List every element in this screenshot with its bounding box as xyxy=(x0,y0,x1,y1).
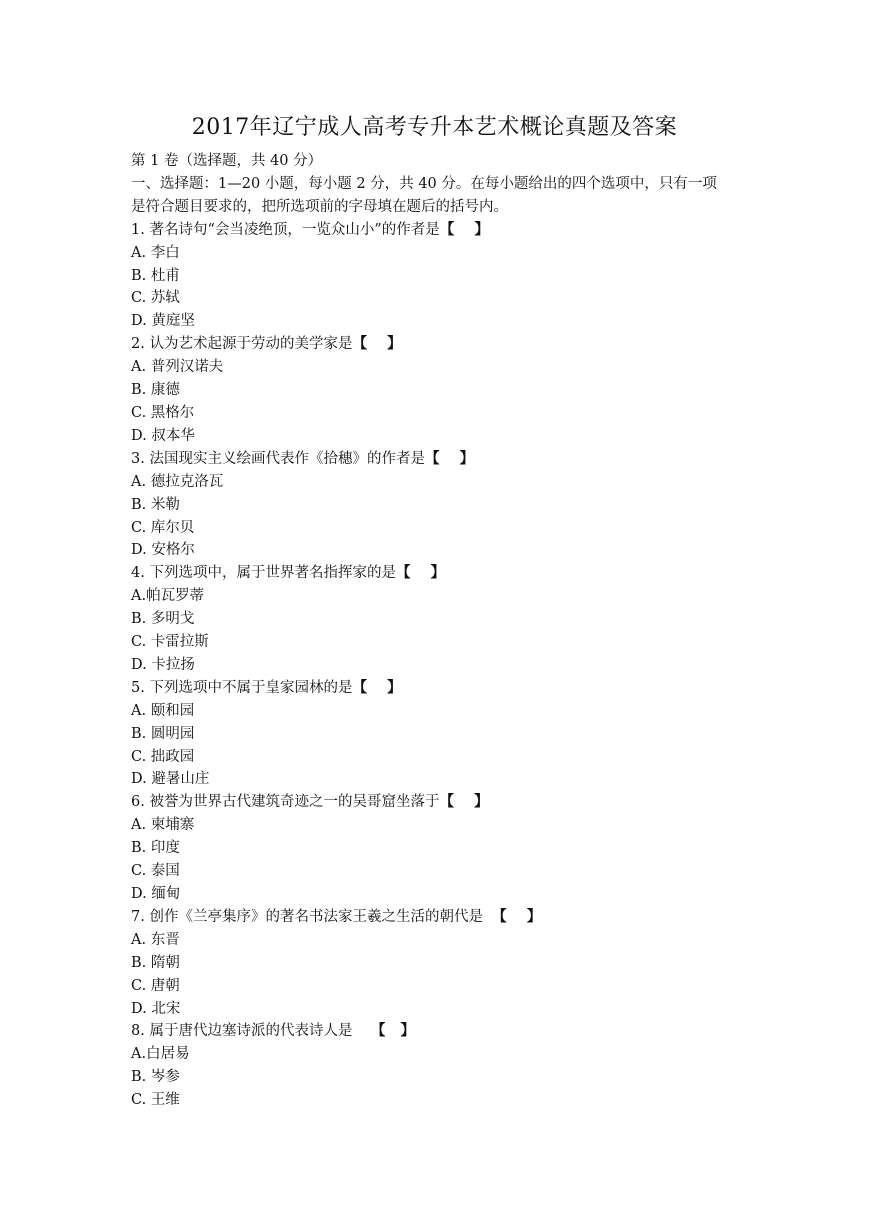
question-stem-line xyxy=(131,1020,751,1043)
option-a: A. 东晋 xyxy=(131,931,180,948)
question-stem-line xyxy=(131,333,751,356)
option-c: C. 黑格尔 xyxy=(131,404,195,421)
question-stem: 6. 被誉为世界古代建筑奇迹之一的吴哥窟坐落于 xyxy=(131,794,440,811)
section-heading: 第 1 卷（选择题，共 40 分） xyxy=(131,153,323,169)
option-d: D. 北宋 xyxy=(131,1000,181,1017)
option-c: C. 拙政园 xyxy=(131,748,195,765)
question-stem: 8. 属于唐代边塞诗派的代表诗人是 xyxy=(131,1023,371,1040)
instructions-line-2: 是符合题目要求的，把所选项前的字母填在题后的括号内。 xyxy=(131,198,508,215)
answer-bracket: 【 】 xyxy=(439,220,489,238)
question-stem-line xyxy=(131,906,751,929)
answer-bracket: 【 】 xyxy=(352,678,402,696)
question-stem: 3. 法国现实主义绘画代表作《拾穗》的作者是 xyxy=(131,450,425,467)
option-b: B. 圆明园 xyxy=(131,725,195,742)
option-a: A.白居易 xyxy=(131,1046,190,1063)
option-a: A.帕瓦罗蒂 xyxy=(131,588,205,605)
option-a: A. 颐和园 xyxy=(131,702,195,719)
question-stem-line xyxy=(131,219,751,242)
page-title: 2017年辽宁成人高考专升本艺术概论真题及答案 xyxy=(191,115,678,140)
answer-bracket: 【 】 xyxy=(424,449,475,467)
option-c: C. 王维 xyxy=(131,1092,180,1109)
option-b: B. 杜甫 xyxy=(131,267,180,284)
option-b: B. 米勒 xyxy=(131,496,180,513)
option-c: C. 卡雷拉斯 xyxy=(131,634,209,651)
option-d: D. 叔本华 xyxy=(131,427,195,444)
question-stem: 1. 著名诗句“会当凌绝顶，一览众山小”的作者是 xyxy=(131,221,440,238)
document-body xyxy=(131,150,751,1112)
option-d: D. 避暑山庄 xyxy=(131,771,210,788)
question-2 xyxy=(131,333,751,448)
option-a: A. 李白 xyxy=(131,244,180,261)
instructions-line-1: 一、选择题：1—20 小题，每小题 2 分，共 40 分。在每小题给出的四个选项中，只有一项 xyxy=(131,175,717,192)
option-b: B. 岑参 xyxy=(131,1069,180,1086)
question-7 xyxy=(131,906,751,1021)
answer-bracket: 【 】 xyxy=(439,793,489,811)
question-4 xyxy=(131,562,751,677)
question-1 xyxy=(131,219,751,334)
question-stem: 2. 认为艺术起源于劳动的美学家是 xyxy=(131,336,353,353)
question-stem-line xyxy=(131,448,751,471)
option-b: B. 多明戈 xyxy=(131,611,195,628)
option-c: C. 库尔贝 xyxy=(131,519,195,536)
answer-bracket: 【 】 xyxy=(492,907,542,925)
option-c: C. 泰国 xyxy=(131,863,180,880)
answer-bracket: 【 】 xyxy=(352,335,402,353)
question-stem-line xyxy=(131,562,751,585)
option-d: D. 缅甸 xyxy=(131,886,181,902)
option-b: B. 印度 xyxy=(131,840,180,857)
question-stem: 4. 下列选项中，属于世界著名指挥家的是 xyxy=(131,565,396,582)
question-3 xyxy=(131,448,751,563)
answer-bracket: 【 】 xyxy=(395,564,446,582)
question-stem-line xyxy=(131,677,751,700)
option-a: A. 柬埔寨 xyxy=(131,817,195,834)
option-b: B. 隋朝 xyxy=(131,954,180,971)
option-b: B. 康德 xyxy=(131,382,180,399)
question-5 xyxy=(131,677,751,792)
option-d: D. 卡拉扬 xyxy=(131,656,195,673)
question-8 xyxy=(131,1020,751,1112)
option-c: C. 苏轼 xyxy=(131,290,180,307)
option-c: C. 唐朝 xyxy=(131,977,180,994)
question-stem-line xyxy=(131,791,751,814)
option-d: D. 安格尔 xyxy=(131,542,195,559)
option-a: A. 普列汉诺夫 xyxy=(131,359,224,376)
option-d: D. 黄庭坚 xyxy=(131,313,195,330)
answer-bracket: 【 】 xyxy=(370,1022,416,1040)
option-a: A. 德拉克洛瓦 xyxy=(131,473,224,490)
question-stem: 7. 创作《兰亭集序》的著名书法家王羲之生活的朝代是 xyxy=(131,908,493,925)
question-6 xyxy=(131,791,751,906)
question-stem: 5. 下列选项中不属于皇家园林的是 xyxy=(131,679,353,696)
